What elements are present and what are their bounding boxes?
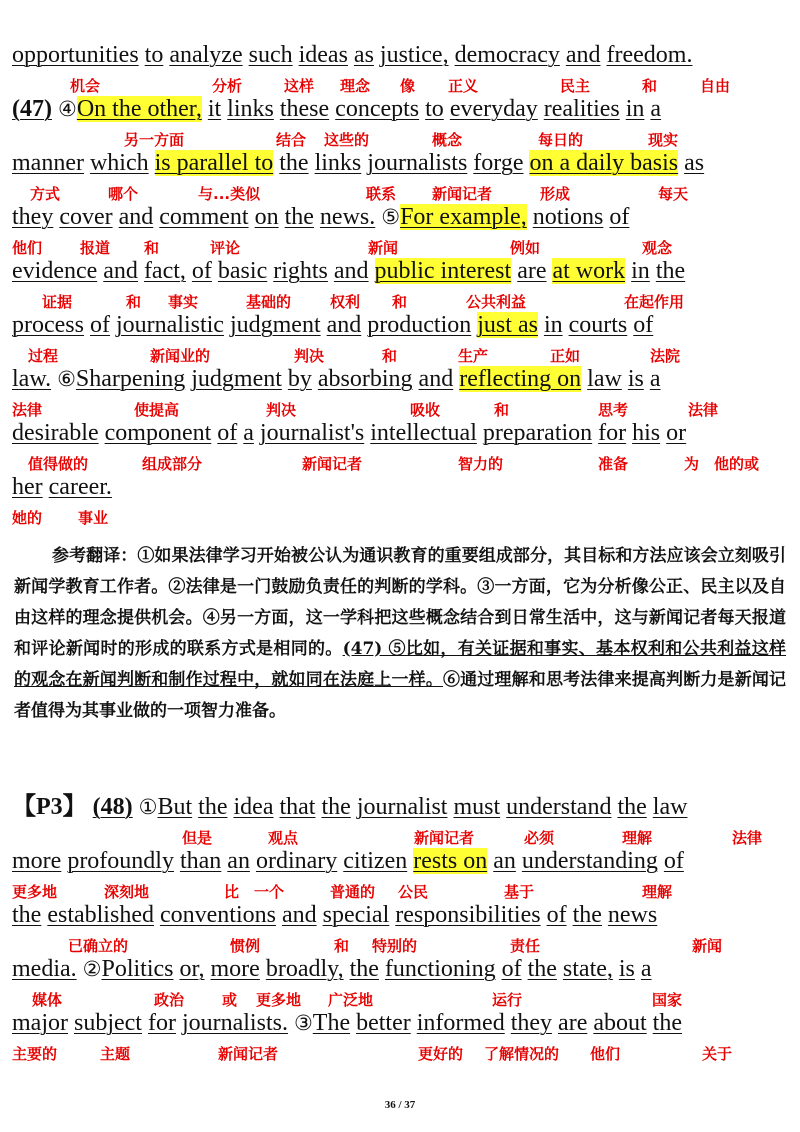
chinese-gloss: 理解 <box>622 829 653 847</box>
english-word: a <box>650 96 662 122</box>
chinese-gloss: 为 <box>684 455 700 473</box>
english-word: notions <box>532 204 604 230</box>
english-word: the <box>279 150 309 176</box>
english-word: of <box>191 258 212 284</box>
page-separator: / <box>398 1099 402 1111</box>
chinese-gloss: 过程 <box>28 347 59 365</box>
english-word: more <box>12 848 62 874</box>
chinese-gloss: 新闻 <box>368 239 399 257</box>
chinese-gloss: 他们 <box>12 239 43 257</box>
english-word: the <box>349 956 379 982</box>
english-word: must <box>453 794 501 820</box>
chinese-gloss: 法律 <box>12 401 43 419</box>
chinese-gloss: 新闻记者 <box>432 185 493 203</box>
chinese-gloss: 事业 <box>78 509 109 527</box>
english-word: about <box>593 1010 647 1036</box>
chinese-gloss: 或 <box>222 991 238 1009</box>
english-word: to <box>425 96 444 122</box>
english-line <box>12 792 788 822</box>
english-word: the <box>321 794 351 820</box>
chinese-gloss: 现实 <box>648 131 679 149</box>
english-word: of <box>609 204 630 230</box>
english-word: of <box>633 312 654 338</box>
chinese-gloss: 报道 <box>80 239 111 257</box>
english-word: as <box>353 42 374 68</box>
english-word: links <box>227 96 274 122</box>
chinese-gloss: 证据 <box>42 293 73 311</box>
chinese-gloss: 新闻记者 <box>414 829 475 847</box>
highlighted-phrase: is parallel to <box>154 150 274 176</box>
english-word: forge <box>473 150 524 176</box>
chinese-gloss: 深刻地 <box>104 883 150 901</box>
english-word: absorbing <box>317 366 413 392</box>
highlighted-phrase: reflecting on <box>459 366 582 392</box>
english-word: they <box>12 204 54 230</box>
english-word: desirable <box>12 420 99 446</box>
chinese-gloss: 判决 <box>266 401 297 419</box>
english-word: is <box>618 956 635 982</box>
english-word: and <box>281 902 317 928</box>
english-word: better <box>356 1010 411 1036</box>
chinese-gloss: 他们 <box>590 1045 621 1063</box>
chinese-gloss: 运行 <box>492 991 523 1009</box>
sentence-number: ⑤ <box>381 205 401 229</box>
english-word: law <box>652 794 688 820</box>
english-word: which <box>89 150 149 176</box>
chinese-gloss: 更好的 <box>418 1045 464 1063</box>
english-line <box>12 1008 788 1038</box>
highlighted-phrase: on a daily basis <box>529 150 679 176</box>
chinese-gloss: 必须 <box>524 829 555 847</box>
english-word: understanding <box>521 848 658 874</box>
english-word: the <box>655 258 686 284</box>
english-word: on <box>254 204 279 230</box>
sentence-number: ② <box>82 957 102 981</box>
english-word: democracy <box>454 42 560 68</box>
english-word: opportunities <box>12 42 139 68</box>
translation-part-2: (47) ⑤比如，有关证据和事实、基本权利和公共利益这样的观念在新闻判断和制作过程中，就如同在法庭上一样。 <box>14 639 786 690</box>
english-word: these <box>279 96 330 122</box>
english-word: fact, <box>143 258 186 284</box>
english-word: subject <box>73 1010 142 1036</box>
chinese-gloss: 形成 <box>540 185 571 203</box>
english-word: preparation <box>482 420 593 446</box>
english-word: the <box>284 204 314 230</box>
chinese-gloss: 新闻记者 <box>302 455 363 473</box>
english-word: responsibilities <box>395 902 541 928</box>
highlighted-phrase: just as <box>477 312 538 338</box>
chinese-gloss: 事实 <box>168 293 199 311</box>
chinese-gloss: 新闻记者 <box>218 1045 279 1063</box>
english-line <box>12 40 788 70</box>
chinese-gloss: 分析 <box>212 77 243 95</box>
english-word: the <box>572 902 602 928</box>
english-word: the <box>527 956 557 982</box>
english-word: such <box>248 42 293 68</box>
gloss-line <box>12 238 788 258</box>
english-line <box>12 846 788 876</box>
page-number: 36 <box>384 1099 396 1111</box>
chinese-gloss: 方式 <box>30 185 61 203</box>
english-word: and <box>418 366 454 392</box>
chinese-gloss: 使提高 <box>134 401 180 419</box>
english-word: of <box>217 420 238 446</box>
english-word: links <box>314 150 362 176</box>
gloss-line <box>12 292 788 312</box>
question-number: (48) <box>92 794 133 820</box>
page-footer <box>0 1099 800 1111</box>
chinese-gloss: 和 <box>494 401 510 419</box>
english-word: major <box>12 1010 68 1036</box>
english-word: they <box>510 1010 553 1036</box>
chinese-gloss: 在起作用 <box>624 293 685 311</box>
chinese-gloss: 关于 <box>702 1045 733 1063</box>
chinese-gloss: 更多地 <box>256 991 302 1009</box>
english-word: manner <box>12 150 84 176</box>
english-word: analyze <box>169 42 243 68</box>
english-word: journalists. <box>181 1010 288 1036</box>
english-line <box>12 202 788 232</box>
english-word: law <box>587 366 622 392</box>
english-word: of <box>89 312 110 338</box>
chinese-gloss: 责任 <box>510 937 541 955</box>
english-word: media. <box>12 956 77 982</box>
english-word: citizen <box>343 848 408 874</box>
english-word: his <box>632 420 661 446</box>
gloss-line <box>12 990 788 1010</box>
chinese-gloss: 他的或 <box>714 455 760 473</box>
chinese-gloss: 例如 <box>510 239 541 257</box>
chinese-gloss: 组成部分 <box>142 455 203 473</box>
english-word: cover <box>59 204 113 230</box>
english-word: the <box>198 794 228 820</box>
english-word: state, <box>562 956 613 982</box>
chinese-gloss: 结合 <box>276 131 307 149</box>
chinese-gloss: 每天 <box>658 185 689 203</box>
english-word: are <box>517 258 547 284</box>
english-word: an <box>493 848 516 874</box>
english-word: The <box>312 1010 351 1036</box>
english-word: to <box>144 42 164 68</box>
english-word: Politics <box>101 956 174 982</box>
english-word: journalists <box>367 150 468 176</box>
chinese-gloss: 法律 <box>688 401 719 419</box>
english-line <box>12 94 788 124</box>
english-word: a <box>640 956 652 982</box>
english-word: or, <box>179 956 205 982</box>
translation-part-3: ⑥通过理解和思考法律来提高判断力是新闻记者值得为其事业做的一项智力准备。 <box>14 670 787 721</box>
english-line <box>12 256 788 286</box>
english-word: informed <box>416 1010 505 1036</box>
chinese-gloss: 思考 <box>598 401 629 419</box>
english-word: for <box>147 1010 176 1036</box>
chinese-gloss: 她的 <box>12 509 43 527</box>
english-word: it <box>207 96 222 122</box>
chinese-gloss: 哪个 <box>108 185 139 203</box>
highlighted-phrase: On the other, <box>76 96 202 122</box>
english-word: the <box>652 1010 682 1036</box>
english-word: a <box>649 366 661 392</box>
english-word: an <box>227 848 250 874</box>
english-word: that <box>279 794 316 820</box>
english-word: career. <box>48 474 112 500</box>
chinese-gloss: 像 <box>400 77 416 95</box>
gloss-line <box>12 508 788 528</box>
chinese-gloss: 更多地 <box>12 883 58 901</box>
english-word: the <box>12 902 42 928</box>
chinese-gloss: 值得做的 <box>28 455 89 473</box>
chinese-gloss: 普通的 <box>330 883 376 901</box>
gloss-line <box>12 400 788 420</box>
english-line <box>12 418 788 448</box>
english-word: idea <box>233 794 274 820</box>
chinese-gloss: 和 <box>126 293 142 311</box>
chinese-gloss: 公民 <box>398 883 429 901</box>
gloss-line <box>12 130 788 150</box>
sentence-number: ③ <box>293 1011 313 1035</box>
chinese-gloss: 和 <box>334 937 350 955</box>
english-word: freedom. <box>606 42 693 68</box>
sentence-number: ⑥ <box>57 367 76 391</box>
english-word: in <box>625 96 645 122</box>
translation-label: 参考翻译： <box>52 546 138 566</box>
chinese-gloss: 惯例 <box>230 937 261 955</box>
gloss-line <box>12 828 788 848</box>
english-word: and <box>333 258 369 284</box>
english-line <box>12 310 788 340</box>
english-word: everyday <box>449 96 538 122</box>
english-word: judgment <box>191 366 282 392</box>
chinese-gloss: 理解 <box>642 883 673 901</box>
english-word: in <box>543 312 563 338</box>
english-word: production <box>367 312 472 338</box>
chinese-gloss: 正义 <box>448 77 479 95</box>
chinese-gloss: 和 <box>642 77 658 95</box>
highlighted-phrase: For example, <box>400 204 527 230</box>
reference-translation <box>14 541 786 727</box>
chinese-gloss: 广泛地 <box>328 991 374 1009</box>
highlighted-phrase: rests on <box>413 848 488 874</box>
english-word: special <box>322 902 390 928</box>
english-word: the <box>617 794 647 820</box>
chinese-gloss: 和 <box>144 239 160 257</box>
chinese-gloss: 权利 <box>330 293 361 311</box>
chinese-gloss: 主题 <box>100 1045 131 1063</box>
gloss-line <box>12 454 788 474</box>
english-word: judgment <box>229 312 321 338</box>
english-word: journalistic <box>115 312 224 338</box>
chinese-gloss: 新闻 <box>692 937 723 955</box>
gloss-line <box>12 882 788 902</box>
chinese-gloss: 了解情况的 <box>484 1045 560 1063</box>
paragraph-label: 【P3】 <box>12 794 87 820</box>
chinese-gloss: 法律 <box>732 829 763 847</box>
chinese-gloss: 主要的 <box>12 1045 58 1063</box>
gloss-line <box>12 346 788 366</box>
english-word: But <box>157 794 193 820</box>
english-word: news <box>607 902 658 928</box>
english-word: justice, <box>379 42 449 68</box>
english-word: Sharpening <box>75 366 186 392</box>
english-word: law. <box>12 366 52 392</box>
highlighted-phrase: public interest <box>374 258 512 284</box>
english-word: and <box>326 312 362 338</box>
gloss-line <box>12 936 788 956</box>
chinese-gloss: 一个 <box>254 883 285 901</box>
english-word: of <box>546 902 567 928</box>
english-word: basic <box>217 258 268 284</box>
chinese-gloss: 生产 <box>458 347 489 365</box>
english-line <box>12 148 788 178</box>
chinese-gloss: 观点 <box>268 829 299 847</box>
english-word: process <box>12 312 84 338</box>
english-word: evidence <box>12 258 98 284</box>
chinese-gloss: 机会 <box>70 77 101 95</box>
english-word: component <box>104 420 212 446</box>
gloss-line <box>12 184 788 204</box>
chinese-gloss: 正如 <box>550 347 581 365</box>
english-word: journalist's <box>259 420 365 446</box>
chinese-gloss: 判决 <box>294 347 325 365</box>
english-word: broadly, <box>265 956 344 982</box>
english-word: functioning <box>384 956 496 982</box>
english-word: realities <box>543 96 620 122</box>
chinese-gloss: 这些的 <box>324 131 370 149</box>
chinese-gloss: 法院 <box>650 347 681 365</box>
english-word: and <box>103 258 138 284</box>
chinese-gloss: 公共利益 <box>466 293 527 311</box>
chinese-gloss: 吸收 <box>410 401 441 419</box>
chinese-gloss: 媒体 <box>32 991 63 1009</box>
chinese-gloss: 另一方面 <box>124 131 185 149</box>
english-word: ordinary <box>255 848 338 874</box>
sentence-number: ④ <box>57 97 77 121</box>
chinese-gloss: 联系 <box>366 185 397 203</box>
chinese-gloss: 和 <box>392 293 408 311</box>
chinese-gloss: 自由 <box>700 77 731 95</box>
english-word: or <box>666 420 687 446</box>
english-word: as <box>684 150 705 176</box>
chinese-gloss: 但是 <box>182 829 213 847</box>
highlighted-phrase: at work <box>552 258 626 284</box>
translation-part-1: ①如果法律学习开始被公认为通识教育的重要组成部分，其目标和方法应该会立刻吸引新闻学教育工作者。②法律是一门鼓励负责任的判断的学科。③一方面，它为分析像公正、民主以及自由这样的理念提供机会。④另一方面，这一学科把这些概念结合到日常生活中，这与新闻记者每天报道和评论新闻时的形成的联系方式是相同的。 <box>14 546 787 659</box>
chinese-gloss: 政治 <box>154 991 185 1009</box>
page-total: 37 <box>404 1099 416 1111</box>
english-word: than <box>179 848 222 874</box>
english-word: comment <box>159 204 249 230</box>
english-word: understand <box>506 794 612 820</box>
english-word: and <box>565 42 601 68</box>
chinese-gloss: 每日的 <box>538 131 584 149</box>
english-word: in <box>631 258 650 284</box>
english-line <box>12 954 788 984</box>
english-word: a <box>243 420 254 446</box>
chinese-gloss: 评论 <box>210 239 241 257</box>
chinese-gloss: 智力的 <box>458 455 504 473</box>
english-word: journalist <box>356 794 448 820</box>
gloss-line <box>12 76 788 96</box>
chinese-gloss: 理念 <box>340 77 371 95</box>
chinese-gloss: 比 <box>224 883 240 901</box>
english-word: by <box>287 366 312 392</box>
english-word: is <box>627 366 644 392</box>
chinese-gloss: 准备 <box>598 455 629 473</box>
chinese-gloss: 已确立的 <box>68 937 129 955</box>
sentence-number: ① <box>138 795 158 819</box>
english-word: of <box>501 956 522 982</box>
english-word: ideas <box>298 42 348 68</box>
english-word: intellectual <box>370 420 477 446</box>
english-word: rights <box>273 258 328 284</box>
english-word: established <box>47 902 154 928</box>
english-word: of <box>663 848 684 874</box>
english-line <box>12 364 788 394</box>
question-number: (47) <box>12 96 52 122</box>
english-word: and <box>118 204 154 230</box>
chinese-gloss: 基于 <box>504 883 535 901</box>
english-word: news. <box>319 204 376 230</box>
english-word: her <box>12 474 43 500</box>
english-word: more <box>210 956 260 982</box>
chinese-gloss: 概念 <box>432 131 463 149</box>
english-word: concepts <box>335 96 420 122</box>
english-line <box>12 472 788 502</box>
english-word: courts <box>568 312 628 338</box>
chinese-gloss: 基础的 <box>246 293 292 311</box>
chinese-gloss: 特别的 <box>372 937 418 955</box>
chinese-gloss: 和 <box>382 347 398 365</box>
chinese-gloss: 新闻业的 <box>150 347 211 365</box>
gloss-line <box>12 1044 788 1064</box>
english-word: profoundly <box>67 848 174 874</box>
english-word: conventions <box>159 902 276 928</box>
translation-paragraph <box>14 541 786 727</box>
english-line <box>12 900 788 930</box>
english-word: are <box>558 1010 588 1036</box>
chinese-gloss: 观念 <box>642 239 673 257</box>
chinese-gloss: 民主 <box>560 77 591 95</box>
chinese-gloss: 与...类似 <box>198 185 261 203</box>
chinese-gloss: 国家 <box>652 991 683 1009</box>
chinese-gloss: 这样 <box>284 77 315 95</box>
english-word: for <box>598 420 627 446</box>
